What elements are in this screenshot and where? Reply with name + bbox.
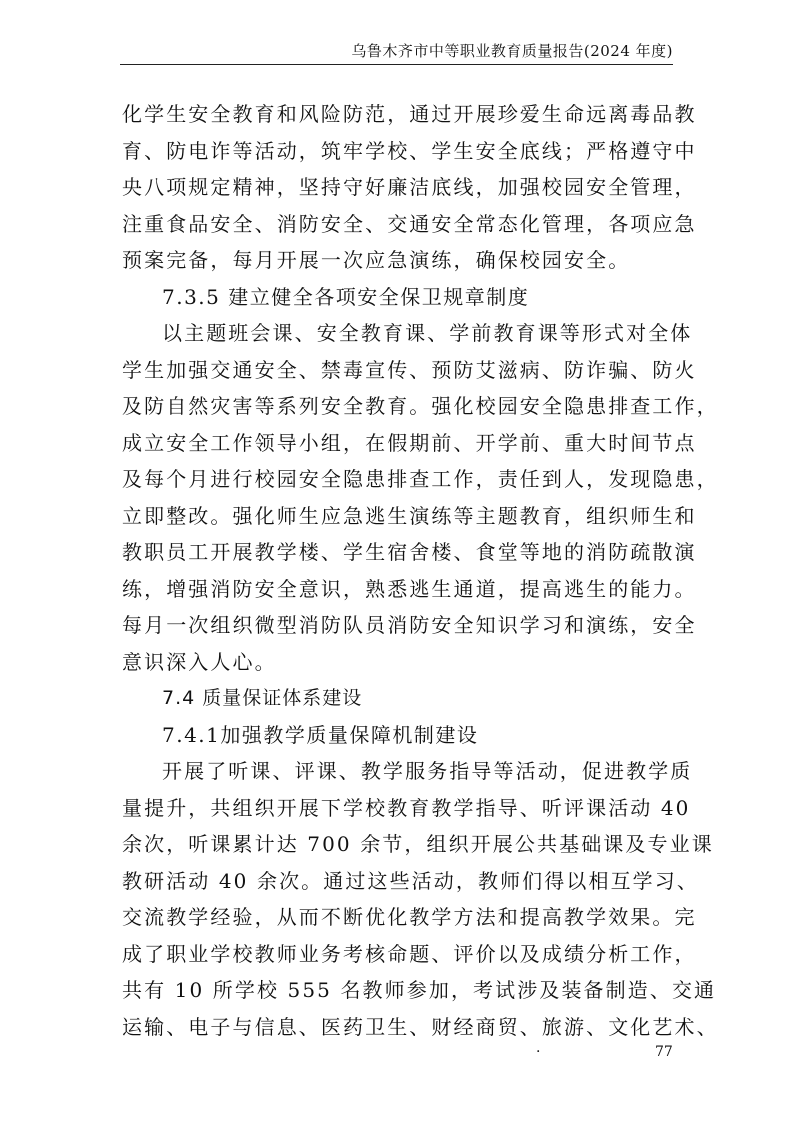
text-line: 意识深入人心。 [122, 649, 277, 674]
text-line: 学生加强交通安全、禁毒宣传、预防艾滋病、防诈骗、防火 [122, 357, 697, 382]
paragraph-security-rules [122, 315, 719, 680]
running-header: 乌鲁木齐市中等职业教育质量报告(2024 年度) [351, 42, 673, 60]
text-line: 立即整改。强化师生应急逃生演练等主题教育，组织师生和 [122, 503, 697, 528]
header-rule [120, 64, 673, 65]
section-heading-7-3-5: 7.3.5 建立健全各项安全保卫规章制度 [162, 284, 530, 309]
page-body [122, 96, 719, 1045]
text-line: 育、防电诈等活动，筑牢学校、学生安全底线；严格遵守中 [122, 138, 697, 163]
text-line: 及防自然灾害等系列安全教育。强化校园安全隐患排查工作， [122, 394, 719, 418]
text-line: 量提升，共组织开展下学校教育教学指导、听评课活动 40 [122, 795, 691, 820]
page-number: 77 [655, 1044, 673, 1060]
text-line: 成立安全工作领导小组，在假期前、开学前、重大时间节点 [122, 430, 697, 455]
text-line: 每月一次组织微型消防队员消防安全知识学习和演练，安全 [122, 613, 697, 637]
text-line: 余次，听课累计达 700 余节，组织开展公共基础课及专业课 [122, 832, 714, 856]
text-line: 注重食品安全、消防安全、交通安全常态化管理，各项应急 [122, 211, 697, 236]
text-line: 开展了听课、评课、教学服务指导等活动，促进教学质 [162, 759, 693, 783]
text-line: 交流教学经验，从而不断优化教学方法和提高教学效果。完 [122, 905, 697, 929]
text-line: 共有 10 所学校 555 名教师参加，考试涉及装备制造、交通 [122, 978, 717, 1002]
heading-title: 加强教学质量保障机制建设 [220, 722, 479, 747]
text-line: 化学生安全教育和风险防范，通过开展珍爱生命远离毒品教 [122, 102, 697, 126]
paragraph-teaching-quality [122, 753, 719, 1045]
text-line: 以主题班会课、安全教育课、学前教育课等形式对全体 [162, 321, 693, 345]
text-line: 运输、电子与信息、医药卫生、财经商贸、旅游、文化艺术、 [122, 1014, 719, 1039]
heading-number: 7.4.1 [162, 722, 221, 747]
text-line: 成了职业学校教师业务考核命题、评价以及成绩分析工作， [122, 941, 697, 966]
text-line: 教研活动 40 余次。通过这些活动，教师们得以相互学习、 [122, 868, 699, 893]
text-line: 预案完备，每月开展一次应急演练，确保校园安全。 [122, 248, 631, 272]
section-heading-7-4-1 [122, 717, 678, 754]
section-heading-7-4: 7.4 质量保证体系建设 [162, 687, 363, 709]
text-line: 练，增强消防安全意识，熟悉逃生通道，提高逃生的能力。 [122, 576, 697, 601]
paragraph-safety-education [122, 96, 697, 279]
text-line: 及每个月进行校园安全隐患排查工作，责任到人，发现隐患， [122, 467, 719, 491]
footer-dot: · [536, 1044, 541, 1060]
text-line: 央八项规定精神，坚持守好廉洁底线，加强校园安全管理， [122, 175, 697, 199]
text-line: 教职员工开展教学楼、学生宿舍楼、食堂等地的消防疏散演 [122, 540, 697, 564]
